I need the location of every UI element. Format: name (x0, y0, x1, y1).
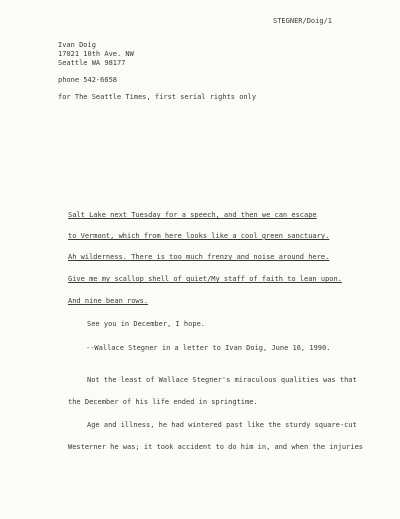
quote-attribution: --Wallace Stegner in a letter to Ivan Doig, June 16, 1990. (86, 344, 331, 352)
author-street: 17021 10th Ave. NW (58, 50, 134, 58)
body-line: Age and illness, he had wintered past like the sturdy square-cut (87, 421, 357, 429)
page-reference: STEGNER/Doig/1 (273, 17, 333, 25)
author-phone: phone 542-6658 (58, 76, 118, 84)
quote-line: And nine bean rows. (68, 297, 149, 305)
quote-line: to Vermont, which from here looks like a cool green sanctuary. (68, 232, 330, 240)
quote-line: Salt Lake next Tuesday for a speech, and then we can escape (68, 211, 317, 219)
rights-note: for The Seattle Times, first serial rights only (58, 93, 257, 101)
body-line: the December of his life ended in springtime. (68, 398, 258, 406)
author-name: Ivan Doig (58, 41, 96, 49)
body-line: Westerner he was; it took accident to do him in, and when the injuries (68, 443, 364, 451)
quote-line: See you in December, I hope. (87, 320, 206, 328)
quote-line: Ah wilderness. There is too much frenzy and noise around here. (68, 253, 330, 261)
quote-line: Give me my scallop shell of quiet/My staff of faith to lean upon. (68, 275, 342, 283)
body-line: Not the least of Wallace Stegner's miraculous qualities was that (87, 376, 357, 384)
author-city: Seattle WA 98177 (58, 59, 126, 67)
